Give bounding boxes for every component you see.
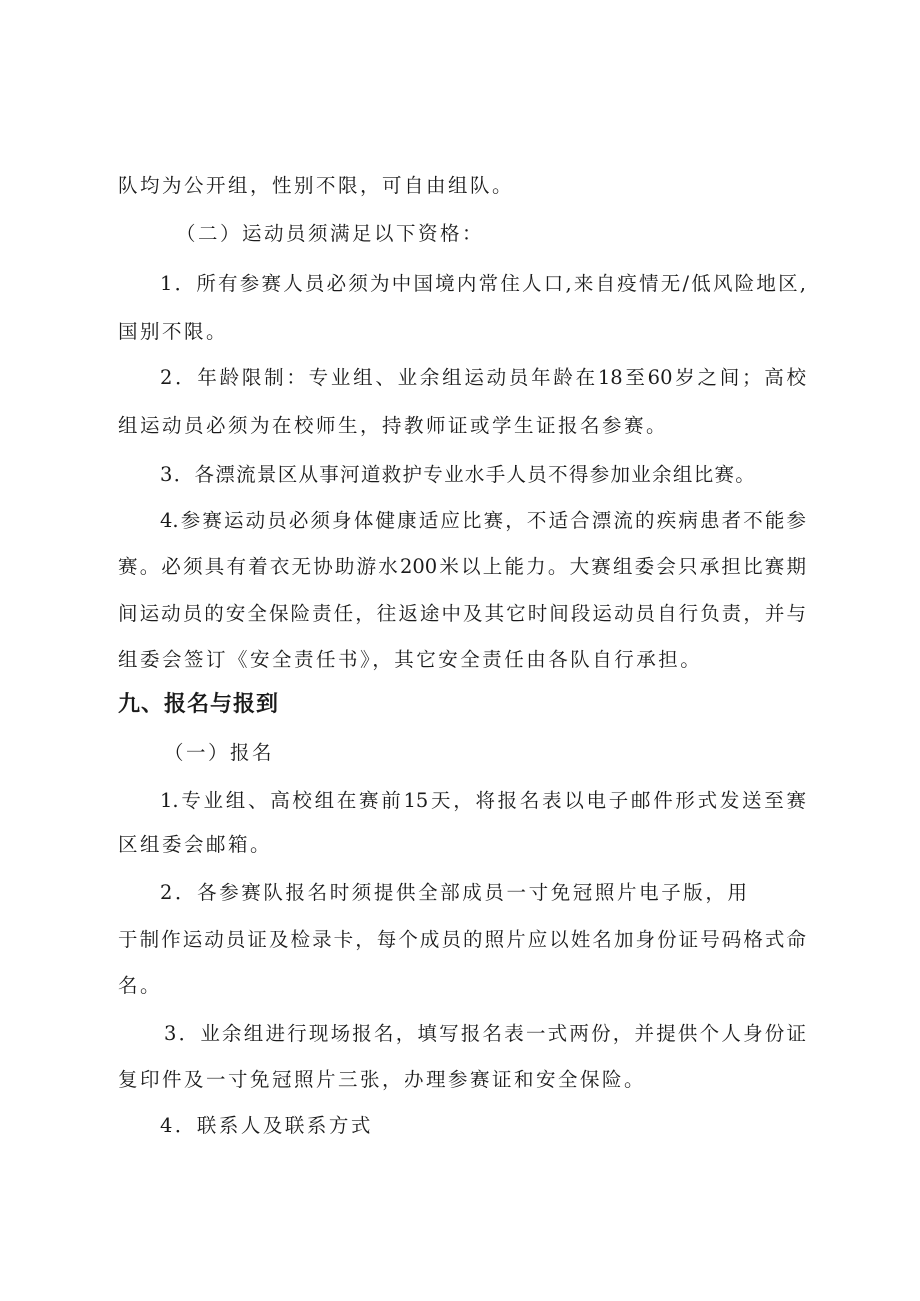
body-line-4: 国别不限。	[118, 320, 229, 343]
body-line-17: 3．业余组进行现场报名，填写报名表一式两份，并提供个人身份证	[164, 1022, 806, 1045]
body-line-8: 4.参赛运动员必须身体健康适应比赛，不适合漂流的疾病患者不能参	[160, 509, 806, 532]
body-line-14: 2．各参赛队报名时须提供全部成员一寸免冠照片电子版，用	[160, 881, 750, 904]
body-line-7: 3．各漂流景区从事河道救护专业水手人员不得参加业余组比赛。	[160, 463, 757, 486]
section-heading: 九、报名与报到	[118, 692, 280, 717]
body-line-13: 区组委会邮箱。	[118, 833, 273, 856]
body-line-5: 2．年龄限制：专业组、业余组运动员年龄在18至60岁之间；高校	[160, 366, 806, 389]
body-line-6: 组运动员必须为在校师生，持教师证或学生证报名参赛。	[118, 414, 669, 437]
body-line-18: 复印件及一寸免冠照片三张，办理参赛证和安全保险。	[118, 1068, 647, 1091]
body-line-9: 赛。必须具有着衣无协助游水200米以上能力。大赛组委会只承担比赛期	[118, 555, 806, 578]
body-line-3: 1．所有参赛人员必须为中国境内常住人口,来自疫情无/低风险地区,	[160, 272, 806, 295]
body-line-1: 队均为公开组，性别不限，可自由组队。	[118, 174, 515, 197]
body-line-19: 4．联系人及联系方式	[160, 1114, 373, 1137]
body-line-11: 组委会签订《安全责任书》，其它安全责任由各队自行承担。	[118, 648, 703, 671]
body-line-16: 名。	[118, 974, 163, 997]
body-line-2: （二）运动员须满足以下资格：	[176, 222, 485, 245]
body-line-15: 于制作运动员证及检录卡，每个成员的照片应以姓名加身份证号码格式命	[118, 928, 806, 951]
body-line-10: 间运动员的安全保险责任，往返途中及其它时间段运动员自行负责，并与	[118, 602, 806, 625]
body-line-12: 1.专业组、高校组在赛前15天，将报名表以电子邮件形式发送至赛	[160, 789, 806, 812]
subheading-registration: （一）报名	[164, 741, 275, 764]
